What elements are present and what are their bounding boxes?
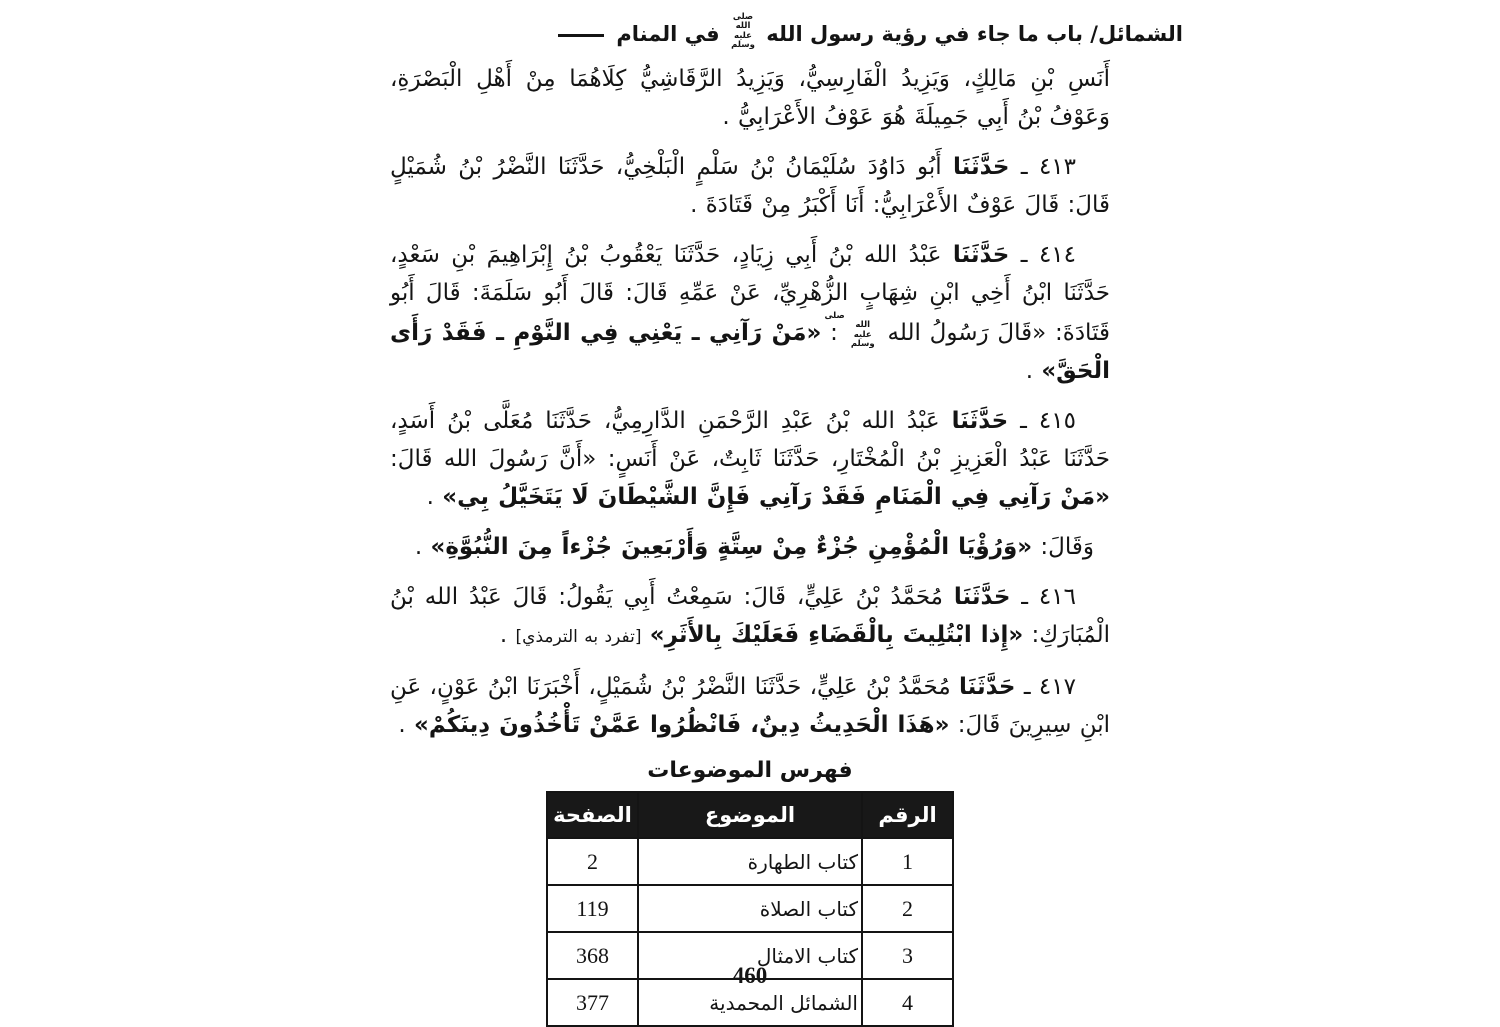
- text-run: وَقَالَ:: [1032, 534, 1094, 561]
- toc-cell-topic: كتاب الصلاة: [638, 885, 862, 932]
- toc-header-topic: الموضوع: [638, 792, 862, 838]
- toc-header-page: الصفحة: [547, 792, 638, 838]
- bold-run: «مَنْ رَآنِي فِي الْمَنَامِ فَقَدْ رَآنِي فَإِنَّ الشَّيْطَانَ لَا يَتَخَيَّلُ بِي»: [442, 484, 1110, 511]
- bold-run: «مَنْ رَآنِي ـ يَعْنِي فِي النَّوْمِ ـ فَقَدْ رَأَى الْحَقَّ»: [390, 320, 1110, 385]
- toc-cell-topic: كتاب الطهارة: [638, 838, 862, 885]
- paragraph-hadith: [390, 236, 1110, 390]
- running-header: [558, 13, 1183, 50]
- saw-symbol: صلى الله عليه وسلم: [824, 311, 875, 350]
- bold-run: «هَذَا الْحَدِيثُ دِينٌ، فَانْظُرُوا عَمَّنْ تَأْخُذُونَ دِينَكُمْ»: [414, 712, 950, 739]
- text-run: [641, 622, 649, 648]
- text-run: ٤١٦ ـ: [1010, 584, 1076, 611]
- text-run: مُحَمَّدُ بْنُ عَلِيٍّ، حَدَّثَنَا النَّضْرُ بْنُ شُمَيْلٍ، أَخْبَرَنَا ابْنُ عَوْنٍ، عَنِ ابْنِ سِيرِينَ قَالَ:: [390, 674, 1110, 739]
- toc-cell-page: 119: [547, 885, 638, 932]
- toc-cell-number: 1: [862, 838, 953, 885]
- text-run: أَنَسِ بْنِ مَالِكٍ، وَيَزِيدُ الْفَارِسِيُّ، وَيَزِيدُ الرَّقَاشِيُّ كِلَاهُمَا مِنْ أَهْلِ الْبَصْرَةِ، وَعَوْفُ بْنُ أَبِي جَمِيلَةَ هُوَ عَوْفُ الأَعْرَابِيُّ .: [390, 66, 1110, 130]
- bold-run: حَدَّثَنَا: [952, 154, 1010, 180]
- toc-header-row: [547, 792, 953, 838]
- toc-row: [547, 885, 953, 932]
- paragraph-hadith: [390, 668, 1110, 744]
- text-run: عَبْدُ الله بْنُ عَبْدِ الرَّحْمَنِ الدَّارِمِيُّ، حَدَّثَنَا مُعَلَّى بْنُ أَسَدٍ، حَدَّثَنَا عَبْدُ الْعَزِيزِ بْنُ الْمُخْتَارِ، حَدَّثَنَا ثَابِتٌ، عَنْ أَنَسٍ: «أَنَّ رَسُولَ الله قَالَ:: [390, 408, 1110, 473]
- paragraph-hadith: [390, 578, 1110, 656]
- text-run: مُحَمَّدُ بْنُ عَلِيٍّ، قَالَ: سَمِعْتُ أَبِي يَقُولُ: قَالَ عَبْدُ الله بْنُ الْمُبَارَكِ:: [390, 584, 1110, 649]
- bold-run: حَدَّثَنَا: [951, 408, 1009, 435]
- bold-run: حَدَّثَنَا: [952, 242, 1010, 268]
- text-run: .: [398, 712, 414, 739]
- text-run: ٤١٤ ـ: [1009, 242, 1076, 268]
- body-text-column: [390, 60, 1110, 1027]
- paragraphs-container: [390, 60, 1110, 744]
- text-run: أَبُو دَاوُدَ سُلَيْمَانُ بْنُ سَلْمٍ الْبَلْخِيُّ، حَدَّثَنَا النَّضْرُ بْنُ شُمَيْلٍ قَالَ: قَالَ عَوْفٌ الأَعْرَابِيُّ: أَنَا أَكْبَرُ مِنْ قَتَادَةَ .: [390, 154, 1110, 218]
- paragraph-hadith: [390, 148, 1110, 224]
- toc-table: [546, 791, 954, 1027]
- text-run: .: [414, 534, 431, 561]
- toc-row: [547, 838, 953, 885]
- saw-symbol: صلى الله عليه وسلم: [731, 12, 755, 51]
- text-run: .: [1025, 358, 1042, 385]
- text-run: ٤١٧ ـ: [1015, 674, 1076, 701]
- bold-run: حَدَّثَنَا: [958, 674, 1016, 701]
- toc-cell-page: 377: [547, 979, 638, 1026]
- note-run: [تفرد به الترمذي]: [515, 627, 642, 648]
- paragraph-continuation: [390, 60, 1110, 136]
- text-run: .: [499, 622, 516, 649]
- text-run: الشمائل/ باب ما جاء في رؤية رسول الله: [759, 22, 1183, 47]
- toc-cell-topic: كتاب الامثال: [638, 932, 862, 979]
- header-rule: [558, 34, 604, 37]
- text-run: في المنام: [616, 22, 727, 47]
- paragraph-hadith: [390, 402, 1110, 516]
- toc-cell-number: 3: [862, 932, 953, 979]
- toc-cell-page: 2: [547, 838, 638, 885]
- toc-cell-number: 2: [862, 885, 953, 932]
- text-run: عَبْدُ الله بْنُ أَبِي زِيَادٍ، حَدَّثَنَا يَعْقُوبُ بْنُ إِبْرَاهِيمَ بْنِ سَعْدٍ، حَدَّثَنَا ابْنُ أَخِي ابْنِ شِهَابٍ الزُّهْرِيِّ، عَنْ عَمِّهِ قَالَ: قَالَ أَبُو سَلَمَةَ: قَالَ أَبُو قَتَادَةَ: «قَالَ رَسُولُ الله: [390, 242, 1110, 347]
- toc-body: [547, 838, 953, 1026]
- page-number: 460: [732, 963, 768, 988]
- toc-cell-page: 368: [547, 932, 638, 979]
- text-run: .: [426, 484, 443, 511]
- toc-cell-topic: الشمائل المحمدية: [638, 979, 862, 1026]
- toc-title: فهرس الموضوعات: [647, 758, 853, 784]
- bold-run: «إِذا ابْتُلِيتَ بِالْقَضَاءِ فَعَلَيْكَ بِالأَثَرِ»: [649, 622, 1024, 649]
- bold-run: حَدَّثَنَا: [953, 584, 1011, 611]
- text-run: :: [821, 320, 847, 347]
- text-run: ٤١٥ ـ: [1008, 408, 1076, 435]
- text-run: ٤١٣ ـ: [1009, 154, 1076, 180]
- toc-cell-number: 4: [862, 979, 953, 1026]
- toc-header-number: الرقم: [862, 792, 953, 838]
- paragraph-saying: [390, 528, 1110, 566]
- bold-run: «وَرُؤْيَا الْمُؤْمِنِ جُزْءٌ مِنْ سِتَّةٍ وَأَرْبَعِينَ جُزْءاً مِنَ النُّبُوَّةِ»: [430, 534, 1033, 561]
